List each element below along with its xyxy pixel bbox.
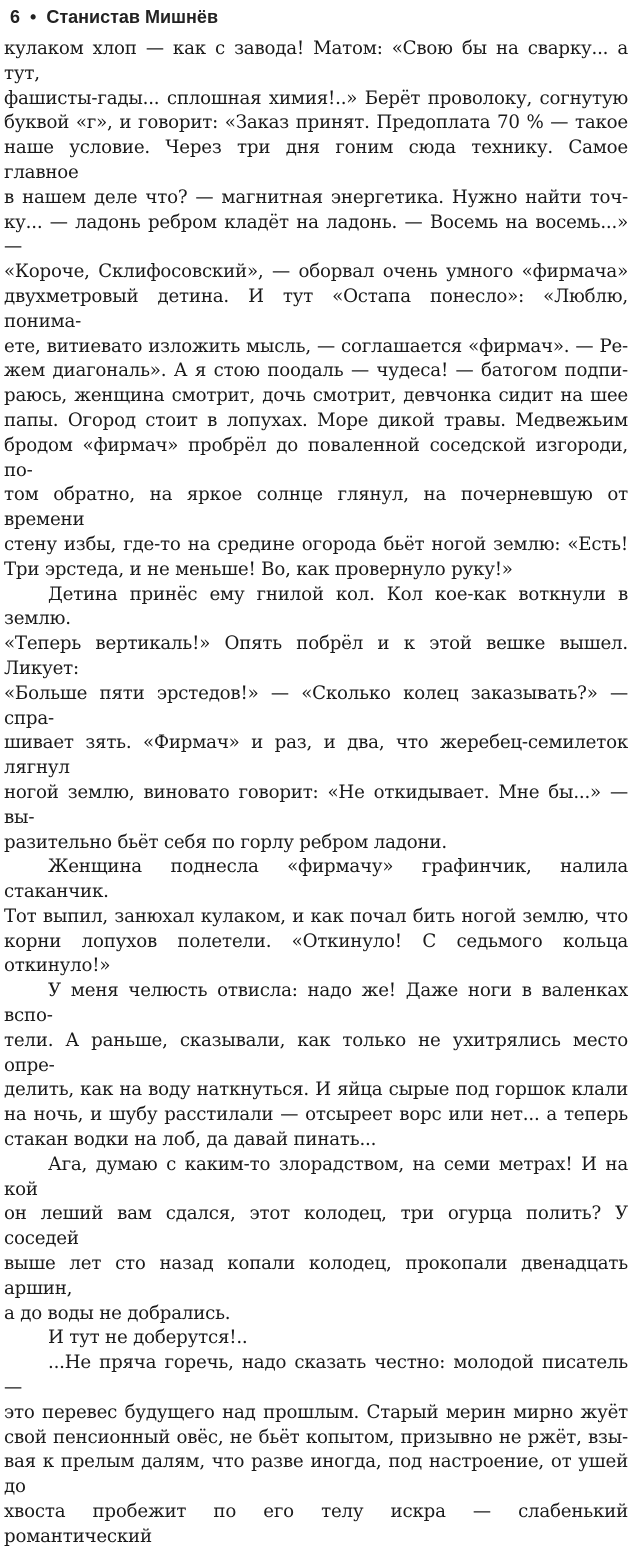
- text-line: раюсь, женщина смотрит, дочь смотрит, девчонка сидит на шее: [4, 385, 628, 407]
- text-line: жем диагональ». А я стою поодаль — чудеса! — батогом подпи-: [4, 360, 628, 382]
- text-line: делить, как на воду наткнуться. И яйца сырые под горшок клали: [4, 1079, 628, 1101]
- text-line: «Короче, Склифосовский», — оборвал очень умного «фирмача»: [4, 261, 628, 283]
- text-line: Тот выпил, занюхал кулаком, и как почал бить ногой землю, что: [4, 905, 628, 927]
- text-line: И тут не доберутся!..: [48, 1327, 248, 1349]
- text-line: ете, витиевато изложить мысль, — соглашается «фирмач». — Ре-: [4, 335, 628, 357]
- text-line: папы. Огород стоит в лопухах. Море дикой травы. Медвежьим: [4, 409, 628, 431]
- text-line: выше лет сто назад копали колодец, прокопали двенадцать аршин,: [4, 1253, 628, 1299]
- text-line: вая к прелым далям, что разве иногда, под настроение, от ушей до: [4, 1451, 628, 1498]
- running-header: [10, 7, 218, 31]
- text-line: свой пенсионный овёс, не бьёт копытом, призывно не ржёт, взы-: [4, 1426, 628, 1448]
- text-line: Три эрстеда, и не меньше! Во, как провернуло руку!»: [4, 558, 513, 580]
- text-line: в нашем деле что? — магнитная энергетика. Нужно найти точ-: [4, 186, 628, 208]
- text-line: ...Не пряча горечь, надо сказать честно: молодой писатель —: [4, 1352, 628, 1399]
- text-line: он леший вам сдался, этот колодец, три огурца полить? У соседей: [4, 1203, 628, 1250]
- text-line: стену избы, где-то на средине огорода бьёт ногой землю: «Есть!: [4, 533, 628, 555]
- text-line: Женщина поднесла «фирмачу» графинчик, налила стаканчик.: [4, 856, 628, 903]
- body-text: [4, 37, 628, 1550]
- text-line: наше условие. Через три дня гоним сюда технику. Самое главное: [4, 137, 628, 183]
- text-line: ногой землю, виновато говорит: «Не откидывает. Мне бы...» — вы-: [4, 781, 628, 828]
- text-line: У меня челюсть отвисла: надо же! Даже ноги в валенках вспо-: [4, 980, 628, 1027]
- text-line: ку... — ладонь ребром кладёт на ладонь. — Восемь на восемь...» —: [4, 211, 628, 258]
- page-number: 6: [10, 7, 21, 27]
- text-line: а до воды не добрались.: [4, 1302, 231, 1324]
- text-line: Ага, думаю с каким-то злорадством, на семи метрах! И на кой: [4, 1153, 628, 1200]
- text-line: стакан водки на лоб, да давай пинать...: [4, 1129, 377, 1151]
- text-line: «Теперь вертикаль!» Опять побрёл и к этой вешке вышел. Ликует:: [4, 633, 628, 679]
- text-line: шивает зять. «Фирмач» и раз, и два, что жеребец-семилеток лягнул: [4, 732, 628, 779]
- text-line: хвоста пробежит по его телу искра — слабенький романтический: [4, 1501, 628, 1547]
- text-line: кулаком хлоп — как с завода! Матом: «Свою бы на сварку... а тут,: [4, 38, 628, 84]
- text-line: двухметровый детина. И тут «Остапа понесло»: «Люблю, понима-: [4, 285, 628, 332]
- text-line: бродом «фирмач» пробрёл до поваленной соседской изгороди, по-: [4, 434, 628, 481]
- text-line: «Больше пяти эрстедов!» — «Сколько колец заказывать?» — спра-: [4, 682, 628, 729]
- text-line: разительно бьёт себя по горлу ребром ладони.: [4, 831, 447, 853]
- text-line: это перевес будущего над прошлым. Старый мерин мирно жуёт: [4, 1401, 628, 1423]
- text-line: тели. А раньше, сказывали, как только не ухитрялись место опре-: [4, 1029, 628, 1076]
- header-separator: •: [30, 7, 37, 27]
- text-line: буквой «г», и говорит: «Заказ принят. Предоплата 70 % — такое: [4, 112, 628, 134]
- text-line: корни лопухов полетели. «Откинуло! С седьмого кольца откинуло!»: [4, 930, 628, 977]
- text-line: том обратно, на яркое солнце глянул, на почерневшую от времени: [4, 484, 628, 531]
- author-name: Станистав Мишнёв: [46, 7, 219, 27]
- text-line: фашисты-гады... сплошная химия!..» Берёт проволоку, согнутую: [4, 87, 628, 109]
- text-line: Детина принёс ему гнилой кол. Кол кое-как воткнули в землю.: [4, 583, 628, 630]
- text-line: на ночь, и шубу расстилали — отсыреет ворс или нет... а теперь: [4, 1104, 628, 1126]
